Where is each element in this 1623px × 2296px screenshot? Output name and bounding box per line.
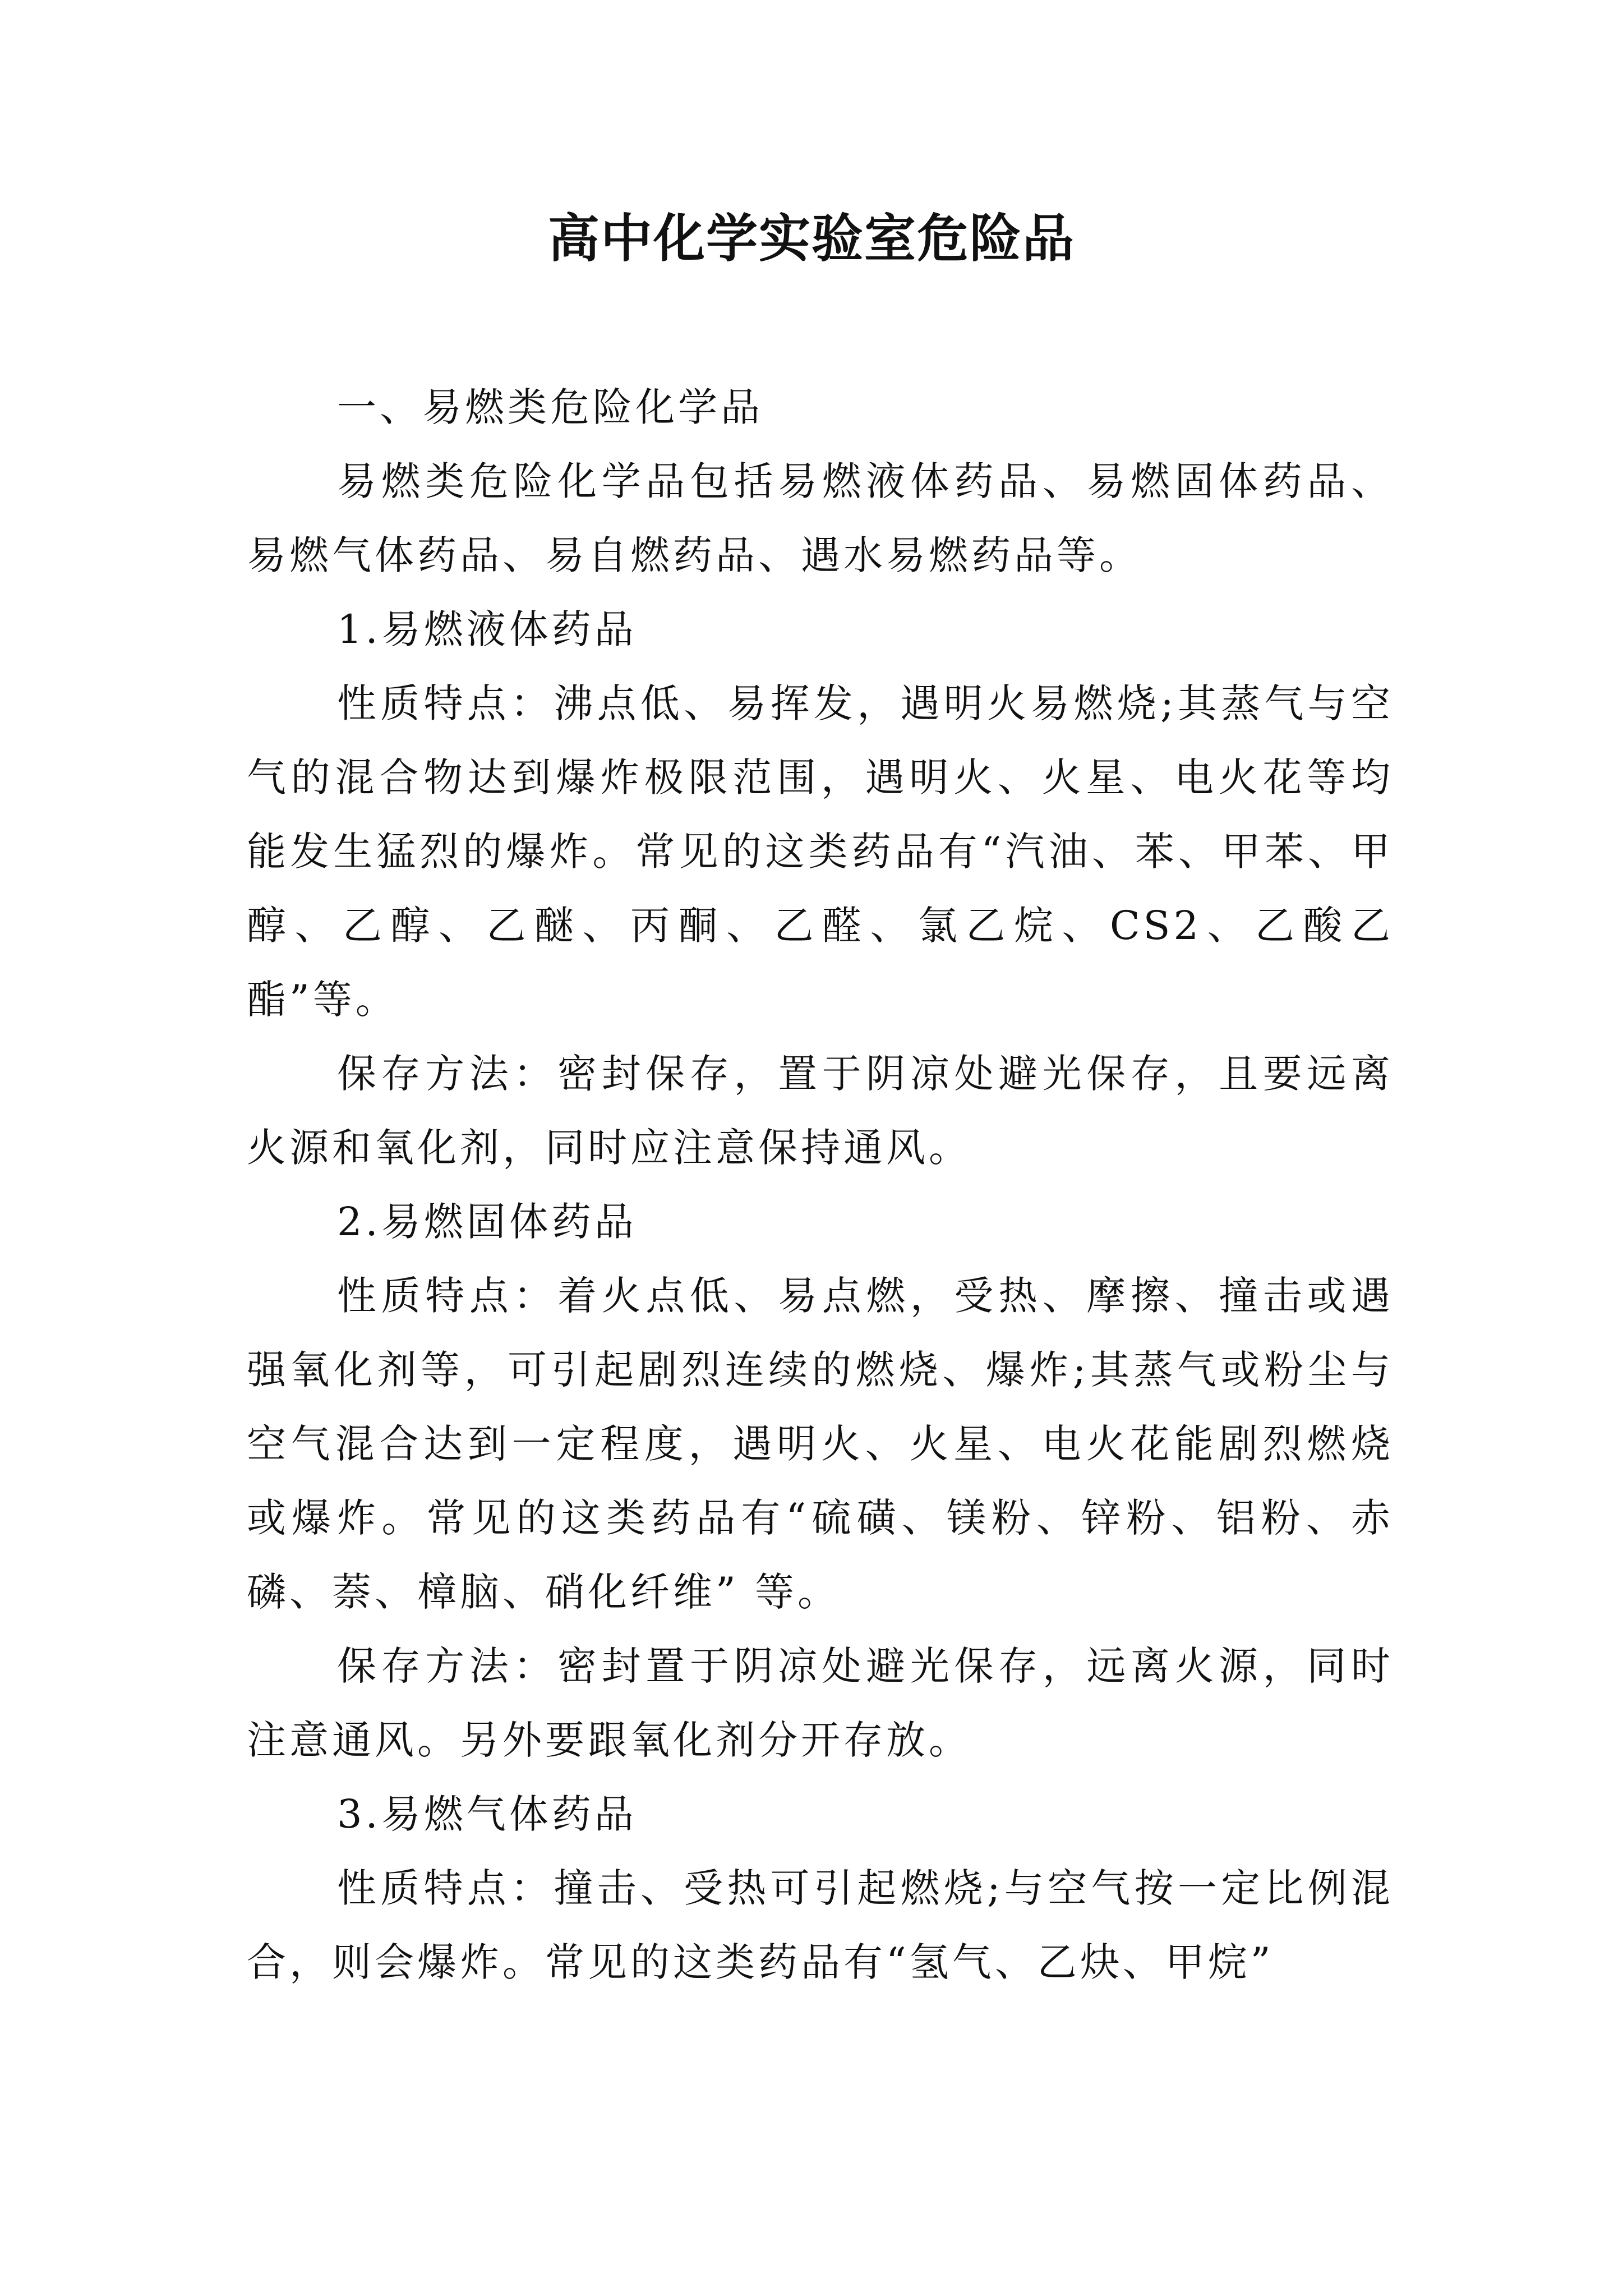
document-body (247, 370, 1394, 1999)
subheading-flammable-gases: 3.易燃气体药品 (337, 1791, 637, 1837)
paragraph-solids-storage: 保存方法：密封置于阴凉处避光保存，远离火源，同时注意通风。另外要跟氧化剂分开存放。 (247, 1643, 1394, 1763)
subheading-flammable-liquids: 1.易燃液体药品 (337, 606, 637, 652)
paragraph-gases-properties: 性质特点：撞击、受热可引起燃烧;与空气按一定比例混合，则会爆炸。常见的这类药品有“氢气、乙炔、甲烷” (247, 1865, 1394, 1985)
subheading-flammable-solids: 2.易燃固体药品 (337, 1199, 637, 1245)
paragraph-liquids-storage: 保存方法：密封保存，置于阴凉处避光保存，且要远离火源和氧化剂，同时应注意保持通风。 (247, 1051, 1394, 1171)
paragraph-liquids-properties: 性质特点：沸点低、易挥发，遇明火易燃烧;其蒸气与空气的混合物达到爆炸极限范围，遇明火、火星、电火花等均能发生猛烈的爆炸。常见的这类药品有“汽油、苯、甲苯、甲醇、乙醇、乙醚、丙酮、乙醛、氯乙烷、CS2、乙酸乙酯”等。 (247, 680, 1394, 1023)
paragraph-intro: 易燃类危险化学品包括易燃液体药品、易燃固体药品、易燃气体药品、易自燃药品、遇水易燃药品等。 (247, 458, 1394, 578)
section-heading-flammable: 一、易燃类危险化学品 (337, 384, 763, 430)
paragraph-solids-properties: 性质特点：着火点低、易点燃，受热、摩擦、撞击或遇强氧化剂等，可引起剧烈连续的燃烧、爆炸;其蒸气或粉尘与空气混合达到一定程度，遇明火、火星、电火花能剧烈燃烧或爆炸。常见的这类药品有“硫磺、镁粉、锌粉、铝粉、赤磷、萘、樟脑、硝化纤维” 等。 (247, 1273, 1394, 1615)
document-title: 高中化学实验室危险品 (547, 208, 1075, 269)
